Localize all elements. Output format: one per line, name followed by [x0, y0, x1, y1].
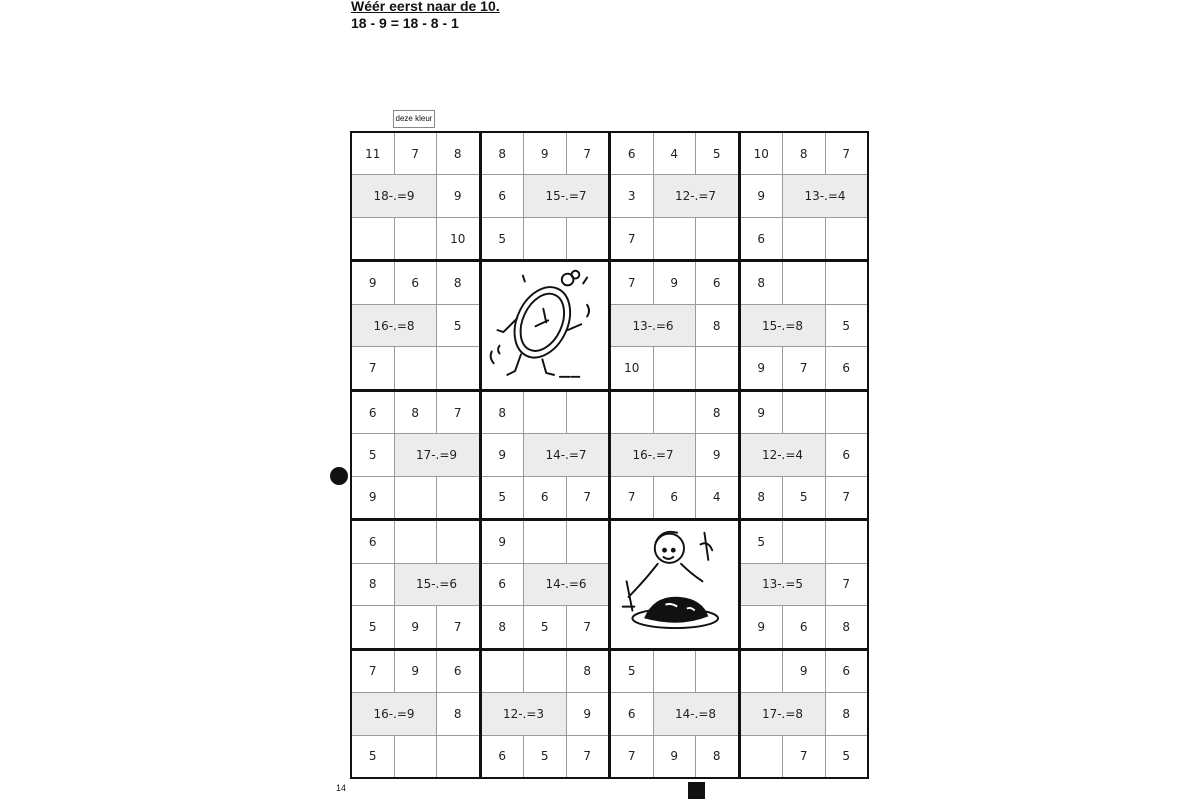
number-cell: 8: [696, 736, 738, 777]
equation-cell: 16-.=7: [611, 434, 695, 475]
number-cell: 9: [741, 347, 783, 389]
number-cell: 8: [567, 651, 609, 692]
number-cell: 9: [741, 175, 783, 216]
number-cell: 8: [482, 133, 524, 174]
empty-cell[interactable]: [437, 347, 479, 389]
number-cell: 8: [437, 262, 479, 304]
number-cell: 6: [783, 606, 825, 648]
equation-cell: 13-.=4: [783, 175, 867, 216]
empty-cell[interactable]: [826, 218, 868, 259]
number-cell: 7: [783, 736, 825, 777]
number-cell: 4: [654, 133, 696, 174]
number-cell: 5: [437, 305, 479, 347]
number-block: [611, 651, 738, 777]
number-cell: 5: [741, 521, 783, 563]
number-cell: 8: [696, 392, 738, 433]
empty-cell[interactable]: [654, 651, 696, 692]
number-cell: 8: [437, 693, 479, 734]
number-cell: 9: [395, 651, 437, 692]
number-cell: 9: [524, 133, 566, 174]
number-cell: 6: [741, 218, 783, 259]
number-block: [611, 392, 738, 518]
number-cell: 9: [741, 392, 783, 433]
punch-hole-marker: [330, 467, 348, 485]
number-cell: 8: [741, 262, 783, 304]
number-cell: 7: [437, 606, 479, 648]
example-equation: 18 - 9 = 18 - 8 - 1: [351, 15, 459, 31]
number-cell: 5: [482, 477, 524, 518]
number-cell: 7: [826, 564, 868, 606]
empty-cell[interactable]: [395, 736, 437, 777]
empty-cell[interactable]: [395, 218, 437, 259]
number-block: [611, 262, 738, 389]
number-cell: 5: [826, 736, 868, 777]
number-cell: 9: [696, 434, 738, 475]
empty-cell[interactable]: [567, 218, 609, 259]
color-legend-box: deze kleur: [393, 110, 435, 128]
page-title: Wéér eerst naar de 10.: [351, 0, 500, 14]
number-cell: 10: [611, 347, 653, 389]
number-cell: 9: [654, 736, 696, 777]
number-cell: 7: [567, 133, 609, 174]
number-cell: 7: [783, 347, 825, 389]
number-cell: 7: [567, 477, 609, 518]
number-cell: 5: [524, 736, 566, 777]
equation-cell: 12-.=3: [482, 693, 566, 734]
empty-cell[interactable]: [783, 521, 825, 563]
number-cell: 5: [826, 305, 868, 347]
number-cell: 5: [783, 477, 825, 518]
empty-cell[interactable]: [783, 262, 825, 304]
number-block: [482, 133, 609, 259]
number-cell: 6: [826, 434, 868, 475]
number-cell: 11: [352, 133, 394, 174]
number-block: [352, 521, 479, 648]
number-cell: 8: [395, 392, 437, 433]
number-cell: 7: [437, 392, 479, 433]
number-cell: 8: [741, 477, 783, 518]
empty-cell[interactable]: [437, 521, 479, 563]
exercise-grid: [350, 131, 869, 779]
number-cell: 6: [482, 736, 524, 777]
equation-cell: 15-.=8: [741, 305, 825, 347]
number-cell: 5: [352, 434, 394, 475]
equation-cell: 14-.=6: [524, 564, 608, 606]
equation-cell: 17-.=8: [741, 693, 825, 734]
registration-square-marker: [688, 782, 705, 799]
empty-cell[interactable]: [696, 651, 738, 692]
number-cell: 6: [524, 477, 566, 518]
number-block: [741, 521, 868, 648]
number-cell: 7: [611, 218, 653, 259]
empty-cell[interactable]: [741, 651, 783, 692]
equation-cell: 13-.=6: [611, 305, 695, 347]
empty-cell[interactable]: [395, 347, 437, 389]
number-cell: 6: [352, 521, 394, 563]
empty-cell[interactable]: [524, 521, 566, 563]
equation-cell: 17-.=9: [395, 434, 479, 475]
number-cell: 8: [783, 133, 825, 174]
number-cell: 7: [611, 736, 653, 777]
number-block: [741, 651, 868, 777]
number-cell: 6: [826, 651, 868, 692]
number-cell: 6: [826, 347, 868, 389]
number-cell: 8: [352, 564, 394, 606]
empty-cell[interactable]: [567, 392, 609, 433]
empty-cell[interactable]: [611, 392, 653, 433]
empty-cell[interactable]: [524, 218, 566, 259]
number-cell: 5: [352, 606, 394, 648]
empty-cell[interactable]: [352, 218, 394, 259]
empty-cell[interactable]: [783, 392, 825, 433]
number-cell: 5: [352, 736, 394, 777]
number-cell: 4: [696, 477, 738, 518]
number-cell: 7: [826, 133, 868, 174]
equation-cell: 15-.=7: [524, 175, 608, 216]
empty-cell[interactable]: [437, 736, 479, 777]
number-cell: 9: [482, 434, 524, 475]
empty-cell[interactable]: [826, 262, 868, 304]
number-block: [352, 262, 479, 389]
page-number: 14: [336, 783, 347, 793]
number-cell: 6: [437, 651, 479, 692]
equation-cell: 12-.=7: [654, 175, 738, 216]
number-block: [482, 521, 609, 648]
number-cell: 3: [611, 175, 653, 216]
equation-cell: 15-.=6: [395, 564, 479, 606]
empty-cell[interactable]: [654, 347, 696, 389]
number-cell: 7: [352, 651, 394, 692]
number-cell: 7: [611, 477, 653, 518]
number-cell: 9: [654, 262, 696, 304]
number-cell: 6: [395, 262, 437, 304]
picture-block: [482, 262, 609, 389]
number-cell: 9: [437, 175, 479, 216]
number-cell: 5: [696, 133, 738, 174]
empty-cell[interactable]: [524, 651, 566, 692]
number-cell: 8: [482, 606, 524, 648]
empty-cell[interactable]: [696, 218, 738, 259]
number-cell: 6: [611, 693, 653, 734]
number-block: [482, 392, 609, 518]
number-cell: 7: [567, 736, 609, 777]
boy-with-roast-illustration: [611, 521, 738, 648]
number-cell: 5: [524, 606, 566, 648]
empty-cell[interactable]: [654, 392, 696, 433]
number-cell: 6: [611, 133, 653, 174]
number-cell: 9: [352, 262, 394, 304]
equation-cell: 18-.=9: [352, 175, 436, 216]
number-cell: 9: [567, 693, 609, 734]
number-cell: 10: [437, 218, 479, 259]
empty-cell[interactable]: [783, 218, 825, 259]
number-block: [352, 651, 479, 777]
number-cell: 8: [437, 133, 479, 174]
number-cell: 8: [826, 693, 868, 734]
number-cell: 6: [352, 392, 394, 433]
empty-cell[interactable]: [395, 477, 437, 518]
number-cell: 8: [696, 305, 738, 347]
number-cell: 10: [741, 133, 783, 174]
number-block: [741, 392, 868, 518]
empty-cell[interactable]: [696, 347, 738, 389]
equation-cell: 14-.=8: [654, 693, 738, 734]
equation-cell: 16-.=8: [352, 305, 436, 347]
number-cell: 9: [395, 606, 437, 648]
number-cell: 7: [611, 262, 653, 304]
empty-cell[interactable]: [524, 392, 566, 433]
number-cell: 9: [783, 651, 825, 692]
empty-cell[interactable]: [567, 521, 609, 563]
picture-block: [611, 521, 738, 648]
number-cell: 7: [352, 347, 394, 389]
equation-cell: 12-.=4: [741, 434, 825, 475]
empty-cell[interactable]: [741, 736, 783, 777]
equation-cell: 16-.=9: [352, 693, 436, 734]
number-block: [741, 133, 868, 259]
number-block: [741, 262, 868, 389]
number-cell: 8: [826, 606, 868, 648]
equation-cell: 14-.=7: [524, 434, 608, 475]
number-cell: 9: [482, 521, 524, 563]
number-cell: 7: [567, 606, 609, 648]
number-cell: 9: [741, 606, 783, 648]
number-cell: 9: [352, 477, 394, 518]
number-cell: 8: [482, 392, 524, 433]
number-block: [482, 651, 609, 777]
empty-cell[interactable]: [654, 218, 696, 259]
number-cell: 5: [482, 218, 524, 259]
number-block: [352, 392, 479, 518]
equation-cell: 13-.=5: [741, 564, 825, 606]
number-cell: 7: [826, 477, 868, 518]
number-cell: 7: [395, 133, 437, 174]
number-block: [352, 133, 479, 259]
empty-cell[interactable]: [826, 392, 868, 433]
number-cell: 6: [696, 262, 738, 304]
alarm-clock-illustration: [482, 262, 609, 389]
empty-cell[interactable]: [482, 651, 524, 692]
number-cell: 5: [611, 651, 653, 692]
empty-cell[interactable]: [437, 477, 479, 518]
number-cell: 6: [482, 175, 524, 216]
empty-cell[interactable]: [826, 521, 868, 563]
number-cell: 6: [482, 564, 524, 606]
number-cell: 6: [654, 477, 696, 518]
empty-cell[interactable]: [395, 521, 437, 563]
number-block: [611, 133, 738, 259]
